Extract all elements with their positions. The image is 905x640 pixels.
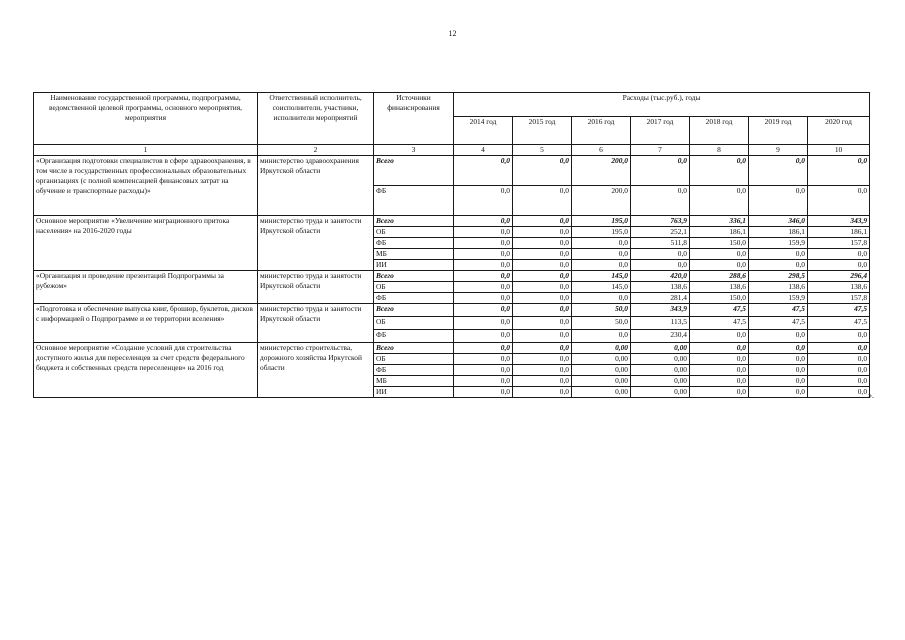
closing-quote-mark: ».: [868, 391, 874, 400]
expense-value: 47,5: [749, 304, 808, 317]
funding-source: ИИ: [374, 260, 454, 271]
expense-value: 0,0: [690, 387, 749, 398]
header-expenses: Расходы (тыс.руб.), годы: [454, 93, 870, 117]
expense-value: 298,5: [749, 271, 808, 282]
expense-value: 343,9: [808, 216, 870, 227]
funding-source: ОБ: [374, 227, 454, 238]
funding-source: ФБ: [374, 293, 454, 304]
expense-value: 0,0: [808, 156, 870, 186]
expense-value: 0,0: [749, 387, 808, 398]
expense-value: 186,1: [749, 227, 808, 238]
funding-source: Всего: [374, 216, 454, 227]
expense-value: 0,0: [513, 343, 572, 354]
expense-value: 0,0: [513, 238, 572, 249]
expense-value: 0,0: [572, 249, 631, 260]
expense-value: 0,00: [631, 365, 690, 376]
funding-source: ОБ: [374, 282, 454, 293]
expense-value: 0,0: [454, 282, 513, 293]
expense-value: 0,00: [631, 354, 690, 365]
funding-source: МБ: [374, 376, 454, 387]
expense-value: 0,0: [749, 156, 808, 186]
expense-value: 0,0: [808, 365, 870, 376]
header-year: 2014 год: [454, 117, 513, 145]
expense-value: 200,0: [572, 186, 631, 216]
expense-value: 0,0: [454, 293, 513, 304]
expense-value: 0,0: [513, 330, 572, 343]
expense-value: 0,0: [572, 238, 631, 249]
responsible-executor: министерство труда и занятости Иркутской области: [258, 304, 374, 343]
expense-value: 159,9: [749, 293, 808, 304]
header-year: 2016 год: [572, 117, 631, 145]
expense-value: 0,0: [513, 186, 572, 216]
column-number: 9: [749, 145, 808, 156]
column-number: 6: [572, 145, 631, 156]
expense-value: 0,0: [454, 387, 513, 398]
expense-value: 0,0: [513, 376, 572, 387]
page-number: 12: [448, 29, 457, 38]
expense-value: 157,8: [808, 238, 870, 249]
header-year: 2020 год: [808, 117, 870, 145]
expense-value: 0,0: [690, 249, 749, 260]
expense-value: 0,0: [454, 249, 513, 260]
table-row-total: [34, 343, 870, 354]
expense-value: 47,5: [808, 317, 870, 330]
expense-value: 0,0: [808, 343, 870, 354]
header-name: Наименование государственной программы, подпрограммы, ведомственной целевой программы, основного мероприятия, мероприятия: [34, 93, 258, 145]
budget-table: [33, 92, 870, 398]
expense-value: 0,0: [690, 376, 749, 387]
measure-name: Основное мероприятие «Увеличение миграционного притока населения» на 2016-2020 годы: [34, 216, 258, 271]
measure-name: «Подготовка и обеспечение выпуска книг, брошюр, буклетов, дисков с информацией о Подпрограмме и ее территории вселения»: [34, 304, 258, 343]
header-year: 2018 год: [690, 117, 749, 145]
expense-value: 0,0: [454, 343, 513, 354]
expense-value: 47,5: [749, 317, 808, 330]
expense-value: 159,9: [749, 238, 808, 249]
expense-value: 0,0: [454, 330, 513, 343]
expense-value: 0,0: [808, 260, 870, 271]
expense-value: 0,0: [808, 354, 870, 365]
expense-value: 0,0: [749, 376, 808, 387]
expense-value: 296,4: [808, 271, 870, 282]
expense-value: 0,0: [454, 238, 513, 249]
expense-value: 346,0: [749, 216, 808, 227]
expense-value: 0,0: [513, 282, 572, 293]
expense-value: 0,0: [690, 330, 749, 343]
expense-value: 0,0: [572, 293, 631, 304]
expense-value: 0,0: [631, 156, 690, 186]
expense-value: 0,0: [454, 271, 513, 282]
expense-value: 0,0: [749, 249, 808, 260]
expense-value: 0,00: [572, 387, 631, 398]
column-number: 10: [808, 145, 870, 156]
expense-value: 0,0: [690, 343, 749, 354]
expense-value: 0,0: [690, 354, 749, 365]
expense-value: 0,0: [454, 365, 513, 376]
expense-value: 0,0: [749, 186, 808, 216]
expense-value: 0,0: [454, 354, 513, 365]
header-source: Источники финансирования: [374, 93, 454, 145]
expense-value: 281,4: [631, 293, 690, 304]
budget-table-body: [34, 156, 870, 398]
expense-value: 0,0: [454, 227, 513, 238]
expense-value: 157,8: [808, 293, 870, 304]
expense-value: 0,0: [454, 186, 513, 216]
expense-value: 0,0: [454, 156, 513, 186]
column-number: 8: [690, 145, 749, 156]
expense-value: 138,6: [749, 282, 808, 293]
expense-value: 0,0: [808, 387, 870, 398]
expense-value: 145,0: [572, 271, 631, 282]
responsible-executor: министерство труда и занятости Иркутской области: [258, 216, 374, 271]
expense-value: 0,0: [513, 271, 572, 282]
funding-source: ОБ: [374, 354, 454, 365]
expense-value: 0,0: [572, 260, 631, 271]
expense-value: 47,5: [690, 304, 749, 317]
expense-value: 0,00: [631, 343, 690, 354]
expense-value: 0,00: [631, 387, 690, 398]
expense-value: 145,0: [572, 282, 631, 293]
expense-value: 0,00: [631, 376, 690, 387]
expense-value: 186,1: [808, 227, 870, 238]
responsible-executor: министерство строительства, дорожного хозяйства Иркутской области: [258, 343, 374, 398]
expense-value: 0,0: [513, 293, 572, 304]
expense-value: 0,0: [454, 376, 513, 387]
expense-value: 138,6: [690, 282, 749, 293]
expense-value: 0,0: [454, 304, 513, 317]
column-number: 1: [34, 145, 258, 156]
responsible-executor: министерство здравоохранения Иркутской области: [258, 156, 374, 216]
expense-value: 0,0: [631, 260, 690, 271]
expense-value: 47,5: [690, 317, 749, 330]
measure-name: Основное мероприятие «Создание условий для строительства доступного жилья для переселенцев за счет средств федерального бюджета и собственных средств переселенцев» на 2016 год: [34, 343, 258, 398]
expense-value: 150,0: [690, 293, 749, 304]
expense-value: 0,0: [749, 343, 808, 354]
column-number: 7: [631, 145, 690, 156]
funding-source: Всего: [374, 343, 454, 354]
funding-source: ФБ: [374, 186, 454, 216]
expense-value: 0,0: [513, 317, 572, 330]
expense-value: 0,0: [690, 156, 749, 186]
expense-value: 150,0: [690, 238, 749, 249]
measure-name: «Организация подготовки специалистов в сфере здравоохранения, в том числе в государственных профессиональных образовательных организациях (с полной компенсацией финансовых затрат на обучение и транспортные расходы)»: [34, 156, 258, 216]
expense-value: 336,1: [690, 216, 749, 227]
expense-value: 0,0: [749, 365, 808, 376]
funding-source: ОБ: [374, 317, 454, 330]
expense-value: 50,0: [572, 304, 631, 317]
funding-source: ФБ: [374, 330, 454, 343]
expense-value: 200,0: [572, 156, 631, 186]
expense-value: 0,0: [513, 354, 572, 365]
expense-value: 0,0: [513, 249, 572, 260]
column-number: 5: [513, 145, 572, 156]
expense-value: 0,0: [513, 156, 572, 186]
expense-value: 252,1: [631, 227, 690, 238]
expense-value: 138,6: [631, 282, 690, 293]
expense-value: 763,9: [631, 216, 690, 227]
funding-source: Всего: [374, 304, 454, 317]
column-number: 3: [374, 145, 454, 156]
funding-source: ФБ: [374, 365, 454, 376]
expense-value: 195,0: [572, 227, 631, 238]
expense-value: 0,0: [513, 387, 572, 398]
expense-value: 0,0: [513, 216, 572, 227]
expense-value: 0,0: [513, 227, 572, 238]
funding-source: ИИ: [374, 387, 454, 398]
expense-value: 113,5: [631, 317, 690, 330]
expense-value: 0,0: [513, 365, 572, 376]
expense-value: 343,9: [631, 304, 690, 317]
expense-value: 0,0: [749, 260, 808, 271]
header-year: 2015 год: [513, 117, 572, 145]
table-row-total: [34, 216, 870, 227]
expense-value: 0,0: [808, 186, 870, 216]
column-numbers-row: [34, 145, 870, 156]
header-executor: Ответственный исполнитель, соисполнители, участники, исполнители мероприятий: [258, 93, 374, 145]
funding-source: Всего: [374, 156, 454, 186]
funding-source: ФБ: [374, 238, 454, 249]
expense-value: 0,0: [513, 260, 572, 271]
expense-value: 138,6: [808, 282, 870, 293]
expense-value: 0,0: [454, 216, 513, 227]
expense-value: 0,0: [690, 365, 749, 376]
expense-value: 0,0: [631, 249, 690, 260]
column-number: 4: [454, 145, 513, 156]
expense-value: 195,0: [572, 216, 631, 227]
responsible-executor: министерство труда и занятости Иркутской области: [258, 271, 374, 304]
expense-value: 511,8: [631, 238, 690, 249]
header-row: [34, 93, 870, 117]
header-year: 2019 год: [749, 117, 808, 145]
header-year: 2017 год: [631, 117, 690, 145]
expense-value: 0,0: [690, 186, 749, 216]
expense-value: 50,0: [572, 317, 631, 330]
table-row-total: [34, 304, 870, 317]
expense-value: 0,0: [690, 260, 749, 271]
funding-source: МБ: [374, 249, 454, 260]
table-row-total: [34, 156, 870, 186]
expense-value: 0,0: [631, 186, 690, 216]
expense-value: 230,4: [631, 330, 690, 343]
expense-value: 0,0: [572, 330, 631, 343]
expense-value: 420,0: [631, 271, 690, 282]
expense-value: 0,0: [808, 330, 870, 343]
expense-value: 0,0: [454, 260, 513, 271]
measure-name: «Организация и проведение презентаций Подпрограммы за рубежом»: [34, 271, 258, 304]
column-number: 2: [258, 145, 374, 156]
expense-value: 0,00: [572, 376, 631, 387]
expense-value: 0,00: [572, 343, 631, 354]
expense-value: 0,0: [808, 249, 870, 260]
expense-value: 186,1: [690, 227, 749, 238]
expense-value: 0,0: [513, 304, 572, 317]
expense-value: 47,5: [808, 304, 870, 317]
expense-value: 288,6: [690, 271, 749, 282]
table-row-total: [34, 271, 870, 282]
expense-value: 0,0: [749, 354, 808, 365]
expense-value: 0,00: [572, 354, 631, 365]
expense-value: 0,00: [572, 365, 631, 376]
expense-value: 0,0: [749, 330, 808, 343]
funding-source: Всего: [374, 271, 454, 282]
expense-value: 0,0: [808, 376, 870, 387]
expense-value: 0,0: [454, 317, 513, 330]
